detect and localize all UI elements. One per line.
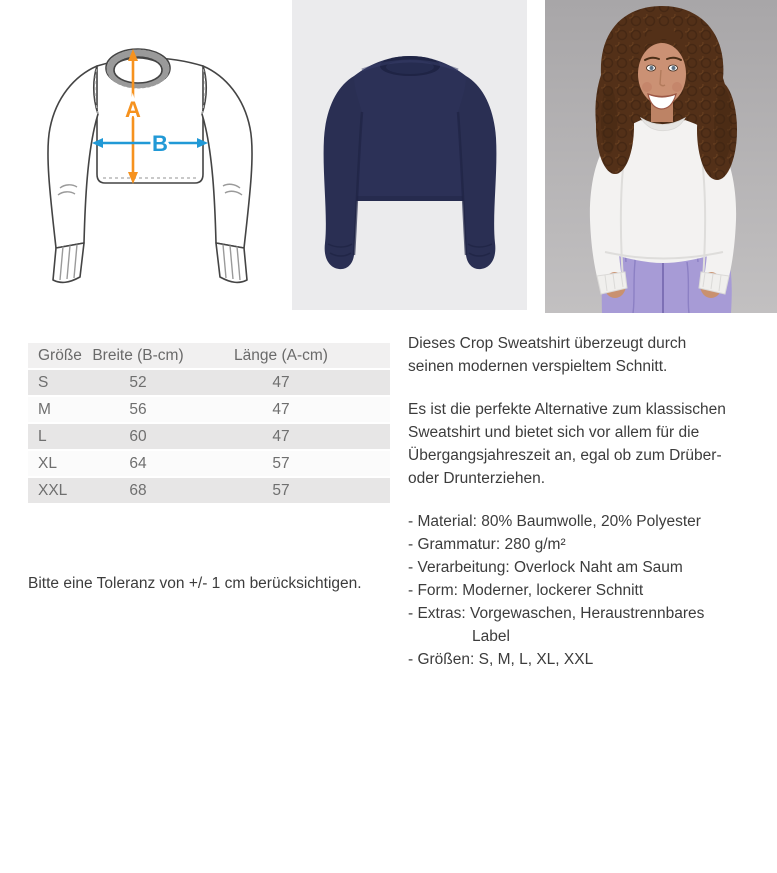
size-row-XXL [28,478,390,503]
header-laenge: Länge (A-cm) [234,346,328,364]
product-photo-navy [292,0,527,310]
size-row-L [28,424,390,449]
diagram-right-sleeve [202,66,252,248]
model-face [638,43,686,105]
text-line: oder Drunterziehen. [408,470,545,487]
text-line: Sweatshirt und bietet sich vor allem für die [408,424,700,441]
size-cell: 47 [272,373,290,391]
bullet-line: - Größen: S, M, L, XL, XXL [408,651,594,668]
size-row-S [28,370,390,395]
size-table-header [28,343,390,368]
size-table [28,343,390,505]
text-line: Übergangsjahreszeit an, egal ob zum Drüber- [408,447,722,464]
size-table-body [28,370,390,503]
size-row-M [28,397,390,422]
bullet-line: - Material: 80% Baumwolle, 20% Polyester [408,513,701,530]
diagram-left-sleeve [48,66,98,248]
description-bullets [408,510,773,671]
size-diagram-image [0,0,292,313]
model-illustration [545,0,777,313]
size-cell: 47 [272,400,290,418]
bullet-line: - Form: Moderner, lockerer Schnitt [408,582,644,599]
size-row-XL [28,451,390,476]
product-description [408,332,773,691]
bullet-line: Label [472,628,510,645]
bullet-line: - Verarbeitung: Overlock Naht am Saum [408,559,683,576]
navy-sweatshirt-illustration [292,0,527,310]
header-breite: Breite (B-cm) [92,346,184,364]
size-cell: 57 [272,454,290,472]
text-line: Es ist die perfekte Alternative zum klassischen [408,401,726,418]
size-cell: XXL [38,481,68,499]
size-cell: 64 [129,454,147,472]
navy-body [350,56,470,201]
measure-label-b: B [152,131,168,156]
sweatshirt-line-drawing [0,0,292,313]
description-paragraphs [408,332,773,490]
size-cell: 56 [129,400,147,418]
navy-hem [352,196,468,201]
description-paragraph [408,398,773,490]
bullet-line: - Grammatur: 280 g/m² [408,536,566,553]
size-cell: 68 [129,481,147,499]
size-cell: 57 [272,481,290,499]
size-cell: M [38,400,51,418]
text-line: seinen modernen verspieltem Schnitt. [408,358,668,375]
measure-label-a: A [125,97,141,122]
description-paragraph [408,332,773,378]
tolerance-note: Bitte eine Toleranz von +/- 1 cm berücksichtigen. [28,574,362,592]
size-cell: 60 [129,427,147,445]
text-line: Dieses Crop Sweatshirt überzeugt durch [408,335,687,352]
size-cell: 47 [272,427,290,445]
size-cell: L [38,427,47,445]
header-groesse: Größe [38,346,82,364]
bullet-line: - Extras: Vorgewaschen, Heraustrennbares [408,605,705,622]
size-cell: S [38,373,49,391]
model-photo [545,0,777,313]
size-cell: 52 [129,373,147,391]
size-cell: XL [38,454,57,472]
